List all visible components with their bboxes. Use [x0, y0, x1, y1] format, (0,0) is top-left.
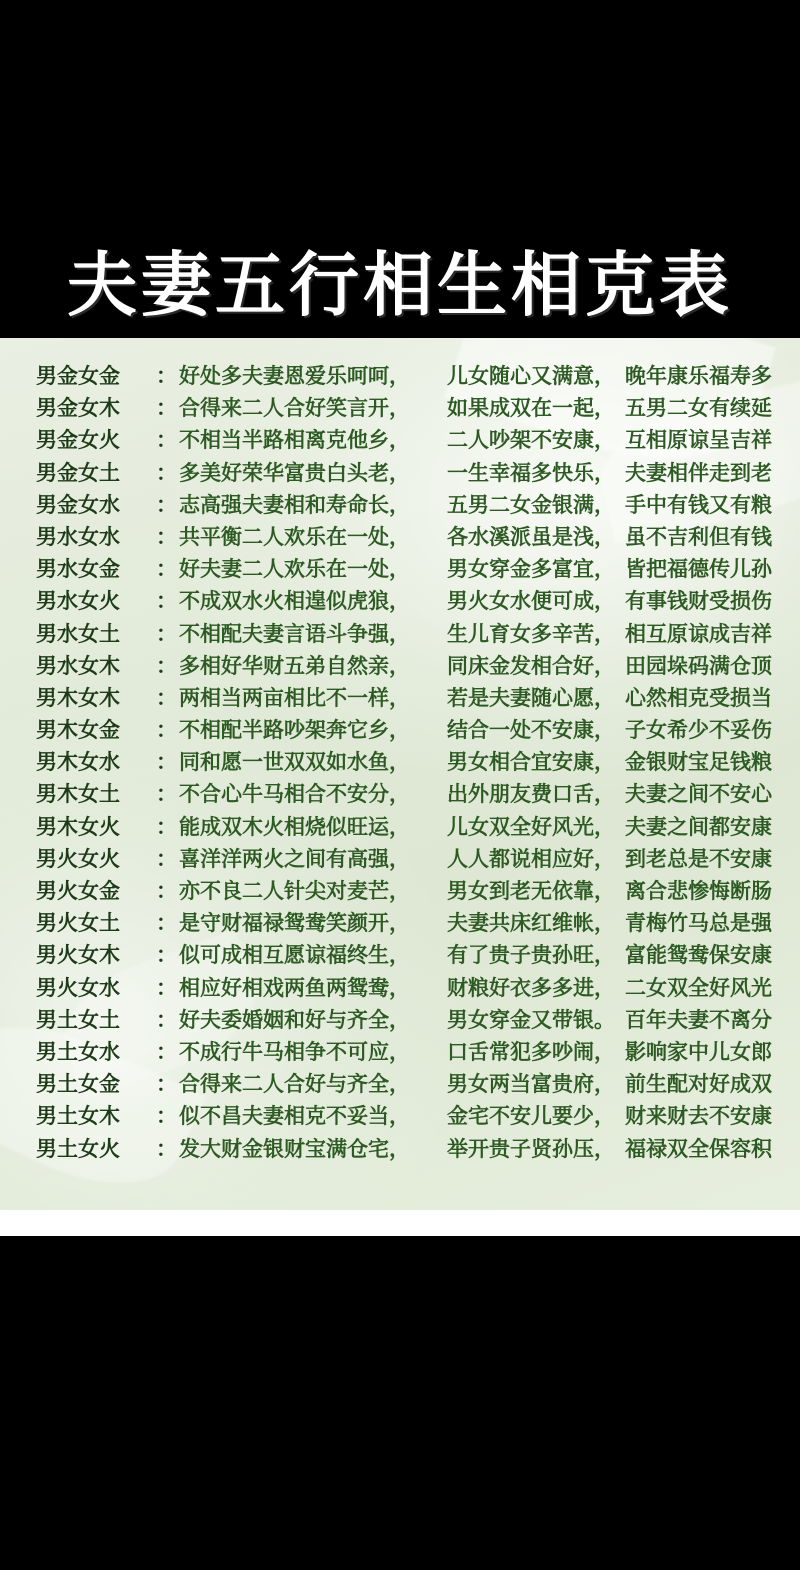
phrase-one: 喜洋洋两火之间有高强，: [179, 847, 410, 871]
pair-label: 男火女土: [36, 912, 120, 936]
phrase-three: 离合悲惨悔断肠: [625, 880, 772, 903]
phrase-one: 不相当半路相离克他乡，: [179, 429, 410, 453]
table-row: [36, 811, 770, 843]
table-row: [36, 521, 770, 553]
pair-label: 男水女木: [36, 654, 120, 678]
phrase-two: 如果成双在一起，: [447, 397, 615, 421]
phrase-three: 田园垛码满仓顶: [625, 654, 772, 678]
pair-colon: ：: [156, 912, 177, 936]
pair-label: 男木女水: [36, 751, 120, 775]
phrase-three: 夫妻之间都安康: [625, 815, 772, 839]
white-divider: [0, 1210, 800, 1236]
pair-label: 男木女金: [36, 719, 120, 743]
phrase-two: 金宅不安儿要少，: [447, 1105, 615, 1129]
table-row: [36, 907, 770, 939]
table-row: [36, 1100, 770, 1132]
phrase-two: 生儿育女多辛苦，: [447, 622, 615, 646]
pair-label: 男金女木: [36, 397, 120, 421]
table-row: [36, 843, 770, 875]
phrase-three: 财来财去不安康: [625, 1105, 772, 1129]
pair-colon: ：: [156, 686, 177, 710]
table-row: [36, 1004, 770, 1036]
phrase-two: 男女穿金多富宜，: [447, 558, 615, 582]
phrase-two: 男女穿金又带银。: [447, 1008, 615, 1032]
title-band: [0, 0, 800, 338]
pair-colon: ：: [156, 751, 177, 775]
pair-colon: ：: [156, 654, 177, 678]
phrase-three: 二女双全好风光: [625, 976, 772, 1000]
compatibility-table: [0, 338, 800, 1175]
table-row: [36, 360, 770, 392]
phrase-one: 似可成相互愿谅福终生，: [179, 944, 410, 968]
table-row: [36, 1133, 770, 1165]
phrase-one: 亦不良二人针尖对麦芒，: [179, 880, 410, 903]
phrase-three: 互相原谅呈吉祥: [625, 429, 772, 453]
table-row: [36, 585, 770, 617]
phrase-two: 儿女双全好风光，: [447, 815, 615, 839]
phrase-two: 男女两当富贵府，: [447, 1073, 615, 1097]
page-title: 夫妻五行相生相克表: [67, 243, 733, 326]
phrase-three: 相互原谅成吉祥: [625, 622, 772, 646]
pair-colon: ：: [156, 719, 177, 743]
pair-colon: ：: [156, 783, 177, 807]
pair-colon: ：: [156, 622, 177, 646]
pair-label: 男火女水: [36, 976, 120, 1000]
phrase-two: 财粮好衣多多进，: [447, 976, 615, 1000]
pair-label: 男水女金: [36, 558, 120, 582]
table-row: [36, 875, 770, 907]
table-row: [36, 1036, 770, 1068]
pair-label: 男金女土: [36, 461, 120, 485]
phrase-three: 夫妻相伴走到老: [625, 461, 772, 485]
phrase-two: 出外朋友费口舌，: [447, 783, 615, 807]
phrase-two: 男火女水便可成，: [447, 590, 615, 614]
pair-colon: ：: [156, 590, 177, 614]
pair-colon: ：: [156, 976, 177, 1000]
pair-label: 男火女火: [36, 847, 120, 871]
phrase-one: 相应好相戏两鱼两鸳鸯，: [179, 976, 410, 1000]
phrase-two: 结合一处不安康，: [447, 719, 615, 743]
phrase-two: 五男二女金银满，: [447, 493, 615, 517]
phrase-one: 是守财福禄鸳鸯笑颜开，: [179, 912, 410, 936]
phrase-one: 不成双水火相遑似虎狼，: [179, 590, 410, 614]
phrase-one: 合得来二人合好笑言开，: [179, 397, 410, 421]
pair-label: 男金女金: [36, 365, 120, 388]
pair-label: 男土女土: [36, 1008, 120, 1032]
table-row: [36, 650, 770, 682]
table-row: [36, 424, 770, 456]
phrase-three: 夫妻之间不安心: [625, 783, 772, 807]
phrase-three: 皆把福德传儿孙: [625, 558, 772, 582]
table-row: [36, 457, 770, 489]
phrase-two: 各水溪派虽是浅，: [447, 525, 615, 549]
phrase-three: 前生配对好成双: [625, 1073, 772, 1097]
pair-colon: ：: [156, 397, 177, 421]
phrase-three: 青梅竹马总是强: [625, 912, 772, 936]
pair-label: 男金女火: [36, 429, 120, 453]
table-row: [36, 972, 770, 1004]
bottom-band: [0, 1236, 800, 1570]
pair-colon: ：: [156, 847, 177, 871]
pair-label: 男水女水: [36, 525, 120, 549]
phrase-two: 口舌常犯多吵闹，: [447, 1040, 615, 1064]
pair-colon: ：: [156, 558, 177, 582]
phrase-three: 手中有钱又有粮: [625, 493, 772, 517]
phrase-three: 五男二女有续延: [625, 397, 772, 421]
pair-colon: ：: [156, 461, 177, 485]
phrase-three: 富能鸳鸯保安康: [625, 944, 772, 968]
phrase-two: 一生幸福多快乐，: [447, 461, 615, 485]
phrase-three: 虽不吉利但有钱: [625, 525, 772, 549]
phrase-one: 能成双木火相烧似旺运，: [179, 815, 410, 839]
phrase-one: 多美好荣华富贵白头老，: [179, 461, 410, 485]
phrase-one: 共平衡二人欢乐在一处，: [179, 525, 410, 549]
phrase-one: 多相好华财五弟自然亲，: [179, 654, 410, 678]
phrase-one: 不相配半路吵架奔它乡，: [179, 719, 410, 743]
phrase-two: 男女相合宜安康，: [447, 751, 615, 775]
phrase-two: 同床金发相合好，: [447, 654, 615, 678]
phrase-one: 同和愿一世双双如水鱼，: [179, 751, 410, 775]
pair-label: 男火女木: [36, 944, 120, 968]
table-row: [36, 1068, 770, 1100]
pair-colon: ：: [156, 815, 177, 839]
pair-label: 男土女金: [36, 1073, 120, 1097]
pair-label: 男土女水: [36, 1040, 120, 1064]
pair-colon: ：: [156, 525, 177, 549]
phrase-one: 两相当两亩相比不一样，: [179, 686, 410, 710]
pair-label: 男木女土: [36, 783, 120, 807]
phrase-one: 发大财金银财宝满仓宅，: [179, 1137, 410, 1161]
pair-label: 男木女木: [36, 686, 120, 710]
phrase-three: 晚年康乐福寿多: [625, 365, 772, 388]
phrase-two: 夫妻共床红维帐，: [447, 912, 615, 936]
phrase-one: 不相配夫妻言语斗争强，: [179, 622, 410, 646]
phrase-two: 若是夫妻随心愿，: [447, 686, 615, 710]
pair-label: 男土女木: [36, 1105, 120, 1129]
phrase-one: 志高强夫妻相和寿命长，: [179, 493, 410, 517]
phrase-one: 好处多夫妻恩爱乐呵呵，: [179, 365, 410, 388]
content-panel: [0, 338, 800, 1210]
phrase-two: 举开贵子贤孙压，: [447, 1137, 615, 1161]
table-row: [36, 714, 770, 746]
pair-label: 男土女火: [36, 1137, 120, 1161]
phrase-one: 合得来二人合好与齐全，: [179, 1073, 410, 1097]
table-row: [36, 618, 770, 650]
table-row: [36, 553, 770, 585]
phrase-three: 有事钱财受损伤: [625, 590, 772, 614]
pair-colon: ：: [156, 880, 177, 903]
phrase-one: 好夫妻二人欢乐在一处，: [179, 558, 410, 582]
pair-colon: ：: [156, 1137, 177, 1161]
pair-colon: ：: [156, 1073, 177, 1097]
phrase-three: 到老总是不安康: [625, 847, 772, 871]
phrase-two: 有了贵子贵孙旺，: [447, 944, 615, 968]
pair-label: 男水女土: [36, 622, 120, 646]
pair-label: 男木女火: [36, 815, 120, 839]
pair-colon: ：: [156, 1008, 177, 1032]
pair-colon: ：: [156, 1040, 177, 1064]
phrase-three: 百年夫妻不离分: [625, 1008, 772, 1032]
phrase-one: 不合心牛马相合不安分，: [179, 783, 410, 807]
phrase-one: 不成行牛马相争不可应，: [179, 1040, 410, 1064]
table-row: [36, 746, 770, 778]
pair-label: 男金女水: [36, 493, 120, 517]
phrase-three: 金银财宝足钱粮: [625, 751, 772, 775]
phrase-two: 男女到老无依靠，: [447, 880, 615, 903]
table-row: [36, 939, 770, 971]
phrase-one: 好夫委婚姻和好与齐全，: [179, 1008, 410, 1032]
phrase-two: 二人吵架不安康，: [447, 429, 615, 453]
phrase-two: 人人都说相应好，: [447, 847, 615, 871]
pair-colon: ：: [156, 944, 177, 968]
table-row: [36, 489, 770, 521]
phrase-one: 似不昌夫妻相克不妥当，: [179, 1105, 410, 1129]
pair-label: 男水女火: [36, 590, 120, 614]
table-row: [36, 392, 770, 424]
table-row: [36, 682, 770, 714]
pair-label: 男火女金: [36, 880, 120, 903]
pair-colon: ：: [156, 493, 177, 517]
phrase-three: 影响家中儿女郎: [625, 1040, 772, 1064]
pair-colon: ：: [156, 365, 177, 388]
pair-colon: ：: [156, 1105, 177, 1129]
table-row: [36, 778, 770, 810]
phrase-three: 福禄双全保容积: [625, 1137, 772, 1161]
phrase-three: 子女希少不妥伤: [625, 719, 772, 743]
phrase-two: 儿女随心又满意，: [447, 365, 615, 388]
phrase-three: 心然相克受损当: [625, 686, 772, 710]
pair-colon: ：: [156, 429, 177, 453]
